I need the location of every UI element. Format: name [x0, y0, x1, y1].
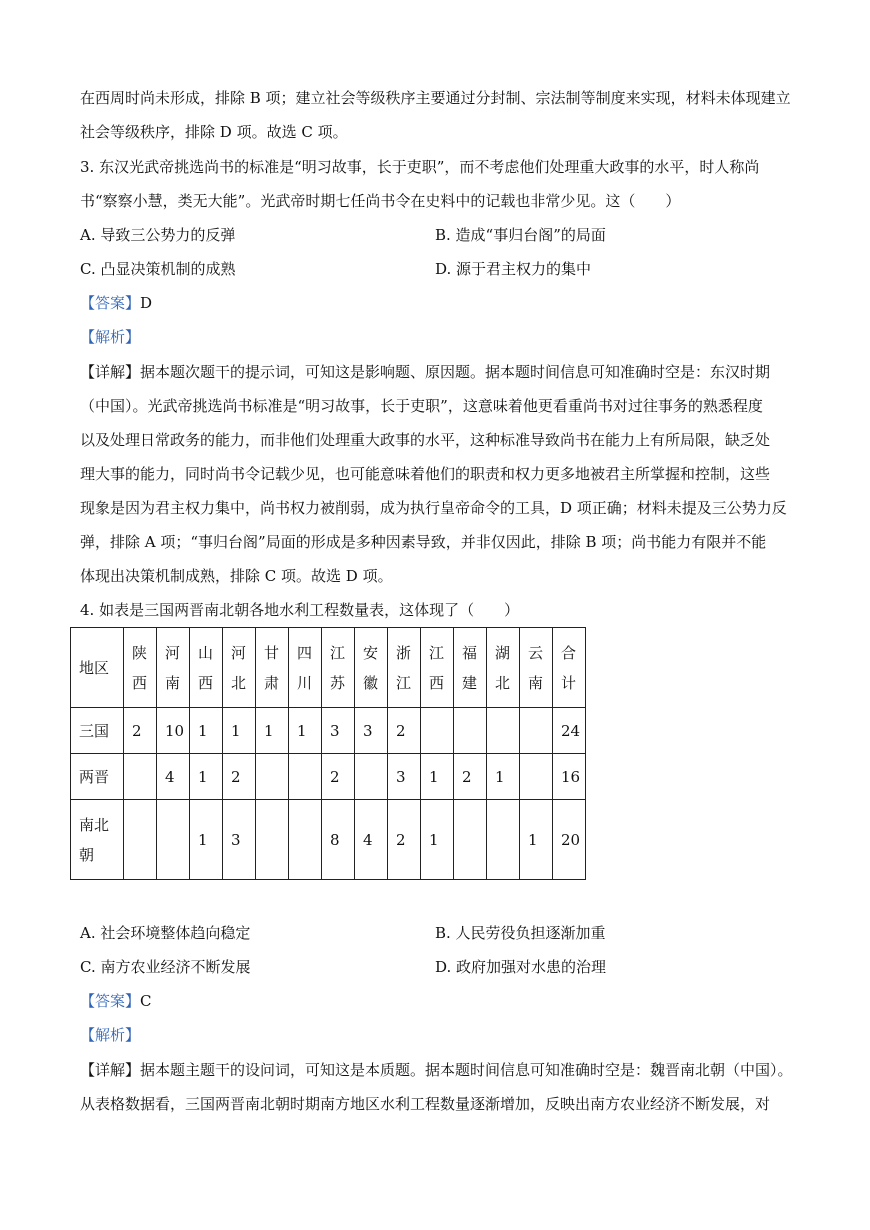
header-cell: 合 计 [561, 643, 577, 692]
header-cell: 河 北 [231, 643, 247, 692]
table-cell [289, 754, 322, 800]
q4-detail-text-1: 据本题主题干的设问词，可知这是本质题。据本题时间信息可知准确时空是：魏晋南北朝（中国）。 [140, 1061, 793, 1079]
table-cell: 1 [421, 800, 454, 880]
table-cell: 4 [157, 754, 190, 800]
table-cell: 2 [124, 708, 157, 754]
table-row [71, 708, 586, 754]
table-cell: 8 [322, 800, 355, 880]
table-cell: 4 [355, 800, 388, 880]
q3-answer-tag: 【答案】 [80, 294, 141, 312]
table-cell [157, 800, 190, 880]
table-cell [454, 708, 487, 754]
table-cell: 1 [520, 800, 553, 880]
table-cell [256, 800, 289, 880]
table-cell: 1 [223, 708, 256, 754]
table-cell: 2 [223, 754, 256, 800]
q4-detail-line-1 [80, 1060, 793, 1080]
q3-detail-text-1: 据本题次题干的提示词，可知这是影响题、原因题。据本题时间信息可知准确时空是：东汉时期 [140, 363, 771, 381]
q3-detail-line-6: 弹，排除 A 项；“事归台阁”局面的形成是多种因素导致，并非仅因此，排除 B 项；尚书能力有限并不能 [80, 533, 767, 551]
table-cell: 1 [289, 708, 322, 754]
header-cell: 江 苏 [330, 643, 346, 692]
table-cell [520, 708, 553, 754]
q4-answer-tag: 【答案】 [80, 992, 141, 1010]
table-cell: 24 [553, 708, 586, 754]
table-cell: 2 [388, 800, 421, 880]
q4-detail-line-2: 从表格数据看，三国两晋南北朝时期南方地区水利工程数量逐渐增加，反映出南方农业经济不断发展，对 [80, 1095, 771, 1113]
q3-detail-line-3: 以及处理日常政务的能力，而非他们处理重大政事的水平，这种标准导致尚书在能力上有所局限，缺乏处 [80, 431, 771, 449]
q4-option-b: B. 人民劳役负担逐渐加重 [435, 924, 606, 942]
q3-detail-line-2: （中国）。光武帝挑选尚书标准是“明习故事，长于吏职”，这意味着他更看重尚书对过往事务的熟悉程度 [80, 397, 763, 415]
q4-answer [80, 991, 152, 1011]
table-cell: 1 [190, 708, 223, 754]
table-cell [487, 708, 520, 754]
q4-option-c: C. 南方农业经济不断发展 [80, 958, 251, 976]
q3-detail-line-5: 现象是因为君主权力集中，尚书权力被削弱，成为执行皇帝命令的工具，D 项正确；材料未提及三公势力反 [80, 499, 787, 517]
prev-analysis-line-2: 社会等级秩序，排除 D 项。故选 C 项。 [80, 123, 348, 141]
q4-option-a: A. 社会环境整体趋向稳定 [80, 924, 251, 942]
water-projects-table [70, 627, 586, 880]
table-cell [487, 800, 520, 880]
table-cell: 20 [553, 800, 586, 880]
q3-detail-tag: 【详解】 [80, 363, 141, 381]
row-label: 两晋 [71, 754, 124, 800]
header-cell: 浙 江 [396, 643, 412, 692]
q3-answer [80, 293, 152, 313]
table-cell [289, 800, 322, 880]
header-cell: 四 川 [297, 643, 313, 692]
q4-answer-value: C [140, 992, 152, 1010]
q3-option-a: A. 导致三公势力的反弹 [80, 226, 236, 244]
table-cell: 3 [322, 708, 355, 754]
q3-option-c: C. 凸显决策机制的成熟 [80, 260, 236, 278]
header-cell: 江 西 [429, 643, 445, 692]
table-cell: 10 [157, 708, 190, 754]
table-cell: 1 [190, 754, 223, 800]
table-row [71, 800, 586, 880]
table-cell: 2 [454, 754, 487, 800]
header-cell: 湖 北 [495, 643, 511, 692]
table-cell [256, 754, 289, 800]
q4-detail-tag: 【详解】 [80, 1061, 141, 1079]
table-cell: 3 [223, 800, 256, 880]
q4-analysis-tag: 【解析】 [80, 1026, 141, 1044]
table-cell: 1 [190, 800, 223, 880]
header-cell: 甘 肃 [264, 643, 280, 692]
row-label: 南北 朝 [71, 800, 124, 880]
q3-stem-line-1: 3. 东汉光武帝挑选尚书的标准是“明习故事，长于吏职”，而不考虑他们处理重大政事的水平，时人称尚 [80, 158, 760, 176]
q3-detail-line-1 [80, 362, 770, 382]
table-cell: 2 [322, 754, 355, 800]
header-cell-region: 地区 [71, 628, 124, 708]
table-cell [421, 708, 454, 754]
table-cell: 3 [355, 708, 388, 754]
header-cell: 福 建 [462, 643, 478, 692]
q3-option-b: B. 造成“事归台阁”的局面 [435, 226, 606, 244]
row-label: 三国 [71, 708, 124, 754]
table-cell: 16 [553, 754, 586, 800]
q4-option-d: D. 政府加强对水患的治理 [435, 958, 607, 976]
header-cell: 山 西 [198, 643, 214, 692]
table-row [71, 754, 586, 800]
table-cell [454, 800, 487, 880]
q3-detail-line-4: 理大事的能力，同时尚书令记载少见，也可能意味着他们的职责和权力更多地被君主所掌握和控制，这些 [80, 465, 771, 483]
q3-option-d: D. 源于君主权力的集中 [435, 260, 592, 278]
table-cell: 1 [421, 754, 454, 800]
prev-analysis-line-1: 在西周时尚未形成，排除 B 项；建立社会等级秩序主要通过分封制、宗法制等制度来实现，材料未体现建立 [80, 89, 791, 107]
table-cell: 1 [256, 708, 289, 754]
table-cell [520, 754, 553, 800]
table-cell [124, 800, 157, 880]
header-cell: 云 南 [528, 643, 544, 692]
header-cell: 河 南 [165, 643, 181, 692]
q3-answer-value: D [140, 294, 153, 312]
q3-detail-line-7: 体现出决策机制成熟，排除 C 项。故选 D 项。 [80, 567, 393, 585]
header-cell: 陕 西 [132, 643, 148, 692]
table-cell: 2 [388, 708, 421, 754]
table-cell [355, 754, 388, 800]
table-cell: 3 [388, 754, 421, 800]
q3-stem-line-2: 书“察察小慧，类无大能”。光武帝时期七任尚书令在史料中的记载也非常少见。这（ ） [80, 192, 681, 210]
header-cell: 安 徽 [363, 643, 379, 692]
q3-analysis-tag: 【解析】 [80, 328, 141, 346]
table-cell [124, 754, 157, 800]
q4-stem: 4. 如表是三国两晋南北朝各地水利工程数量表，这体现了（ ） [80, 601, 520, 619]
table-cell: 1 [487, 754, 520, 800]
table-header-row [71, 628, 586, 708]
